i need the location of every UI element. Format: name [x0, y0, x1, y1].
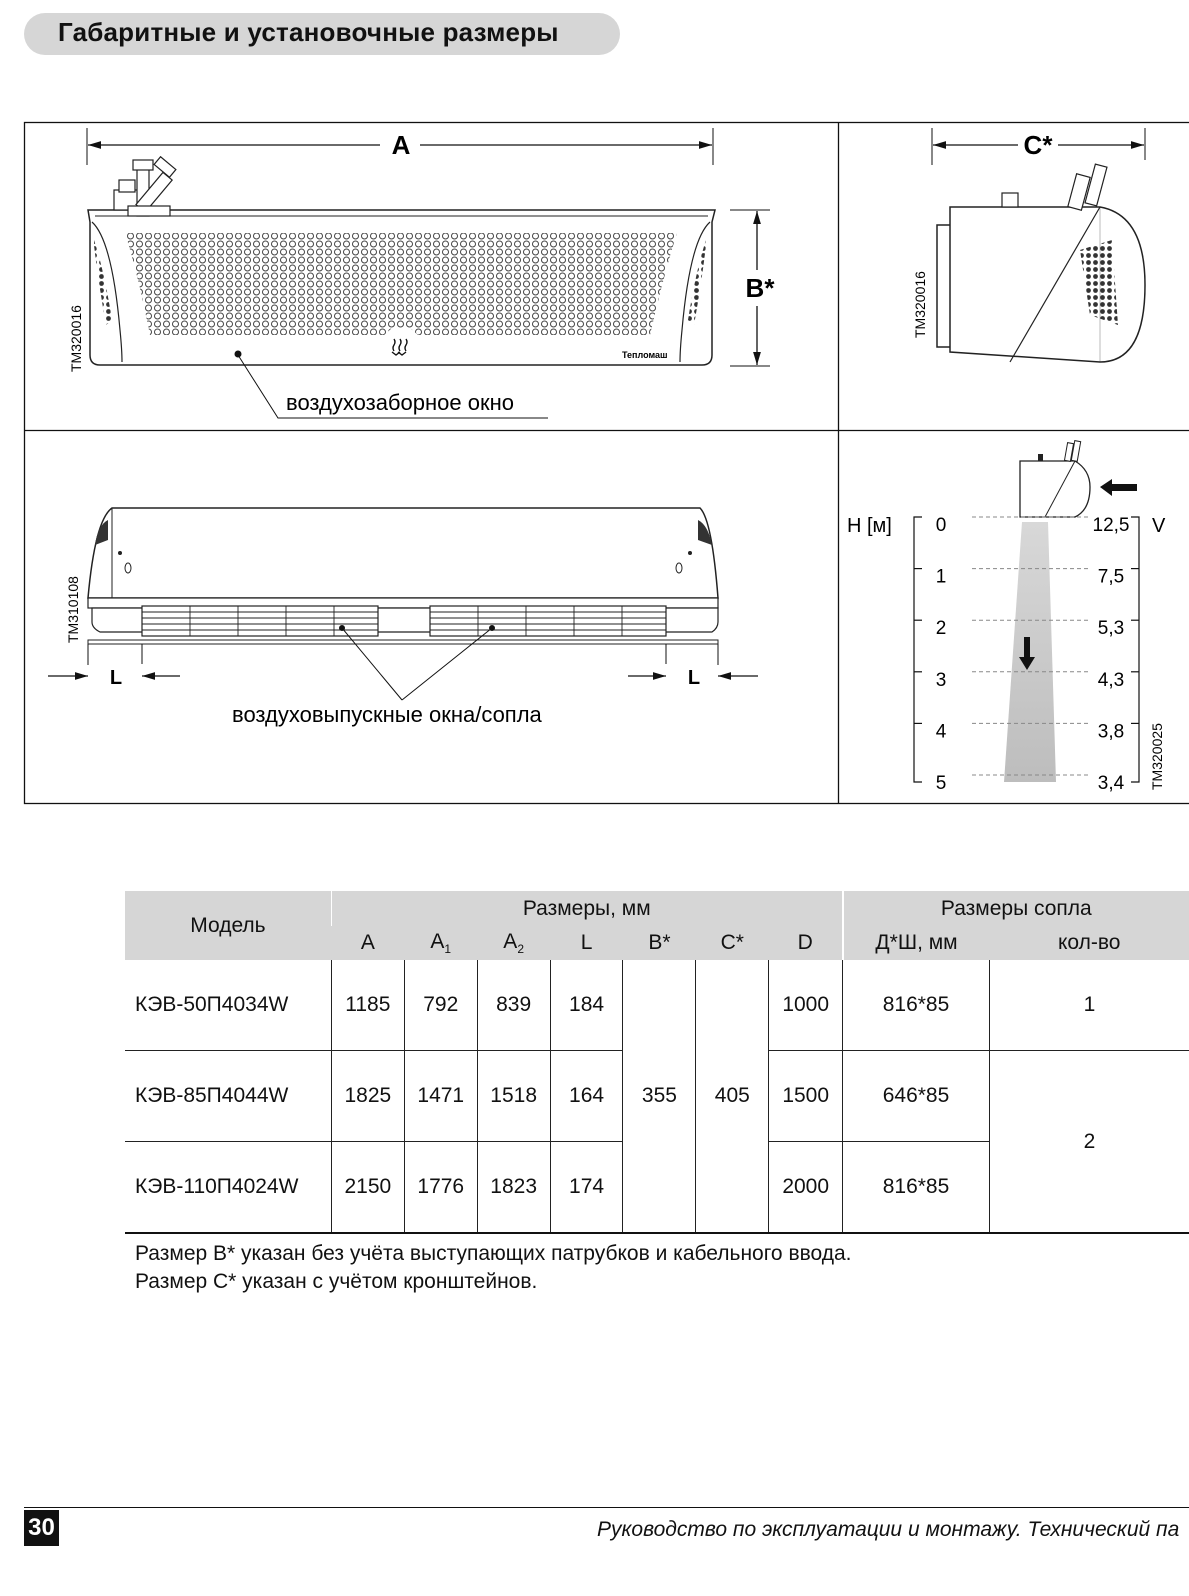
- table-cell: 2000: [769, 1142, 843, 1234]
- h-tick-label: 2: [935, 618, 947, 640]
- table-cell: 1776: [404, 1142, 477, 1234]
- intake-window-callout: воздухозаборное окно: [286, 390, 514, 415]
- v-tick-label: 3,4: [1097, 773, 1125, 794]
- v-tick-label: 5,3: [1097, 618, 1125, 640]
- section-title: Габаритные и установочные размеры: [58, 17, 559, 47]
- h-tick-label: 5: [935, 773, 947, 794]
- h-tick-label: 0: [935, 515, 947, 536]
- table-cell: 816*85: [843, 1142, 990, 1234]
- table-cell: 1: [989, 960, 1189, 1051]
- h-tick-label: 3: [935, 669, 947, 691]
- footer-rule: [24, 1507, 1189, 1508]
- outlet-windows-callout: воздуховыпускные окна/сопла: [232, 702, 542, 727]
- h-tick-label: 1: [935, 566, 947, 588]
- table-cell: 1000: [769, 960, 843, 1051]
- dim-a-label: A: [391, 130, 411, 160]
- col-model: Модель: [125, 891, 331, 960]
- dim-c-label: C*: [1023, 130, 1053, 160]
- col-nozzle: кол-во: [989, 926, 1189, 960]
- table-cell: 1471: [404, 1051, 477, 1142]
- table-cell: 839: [477, 960, 550, 1051]
- table-cell: КЭВ-50П4034W: [125, 960, 331, 1051]
- col-dim: $A_1$: [404, 926, 477, 960]
- table-cell: КЭВ-85П4044W: [125, 1051, 331, 1142]
- v-tick-label: 3,8: [1097, 721, 1125, 743]
- table-cell: 1825: [331, 1051, 404, 1142]
- dim-l-left: L: [109, 667, 123, 689]
- footer-text: Руководство по эксплуатации и монтажу. Технический па: [597, 1518, 1180, 1541]
- dim-l-right: L: [687, 667, 701, 689]
- table-cell: 1823: [477, 1142, 550, 1234]
- h-axis-label: H [м]: [847, 515, 892, 537]
- airflow-diagram: [847, 441, 1166, 794]
- v-tick-label: 4,3: [1097, 669, 1125, 691]
- dim-b-label: B*: [745, 273, 775, 303]
- brand-logo: Тепломаш: [622, 350, 668, 360]
- table-cell: 2: [989, 1051, 1189, 1234]
- col-dim: $A_2$: [477, 926, 550, 960]
- v-tick-label: 7,5: [1097, 566, 1125, 588]
- note-b: Размер B* указан без учёта выступающих патрубков и кабельного ввода.: [135, 1242, 852, 1265]
- table-cell: 405: [696, 960, 769, 1233]
- drawing-code-front: TM320016: [68, 305, 84, 372]
- table-cell: 174: [550, 1142, 623, 1234]
- table-cell: 792: [404, 960, 477, 1051]
- col-nozzle: Д*Ш, мм: [843, 926, 990, 960]
- table-cell: 646*85: [843, 1051, 990, 1142]
- dimensions-table: [125, 891, 1189, 1234]
- col-dim: B*: [623, 926, 696, 960]
- table-cell: КЭВ-110П4024W: [125, 1142, 331, 1234]
- col-dim: C*: [696, 926, 769, 960]
- col-group-dims: Размеры, мм: [331, 891, 842, 926]
- table-cell: 1518: [477, 1051, 550, 1142]
- col-dim: A: [331, 926, 404, 960]
- v-axis-label: V: [1152, 515, 1166, 537]
- v-tick-label: 12,5: [1092, 515, 1130, 536]
- col-dim: D: [769, 926, 843, 960]
- front-view: [68, 128, 775, 418]
- table-cell: 184: [550, 960, 623, 1051]
- col-dim: L: [550, 926, 623, 960]
- h-tick-label: 4: [935, 721, 947, 743]
- table-row: [125, 960, 1189, 1051]
- drawing-code-side: TM320016: [912, 271, 928, 338]
- table-cell: 1185: [331, 960, 404, 1051]
- table-cell: 355: [623, 960, 696, 1233]
- drawing-code-airflow: TM320025: [1149, 723, 1165, 790]
- bottom-view: [48, 508, 758, 727]
- col-group-nozzle: Размеры сопла: [843, 891, 1189, 926]
- side-view: [912, 128, 1145, 362]
- note-c: Размер C* указан с учётом кронштейнов.: [135, 1270, 538, 1293]
- table-cell: 2150: [331, 1142, 404, 1234]
- page-number: 30: [24, 1510, 59, 1546]
- drawing-code-bottom: TM310108: [65, 576, 81, 643]
- table-cell: 1500: [769, 1051, 843, 1142]
- table-cell: 816*85: [843, 960, 990, 1051]
- table-cell: 164: [550, 1051, 623, 1142]
